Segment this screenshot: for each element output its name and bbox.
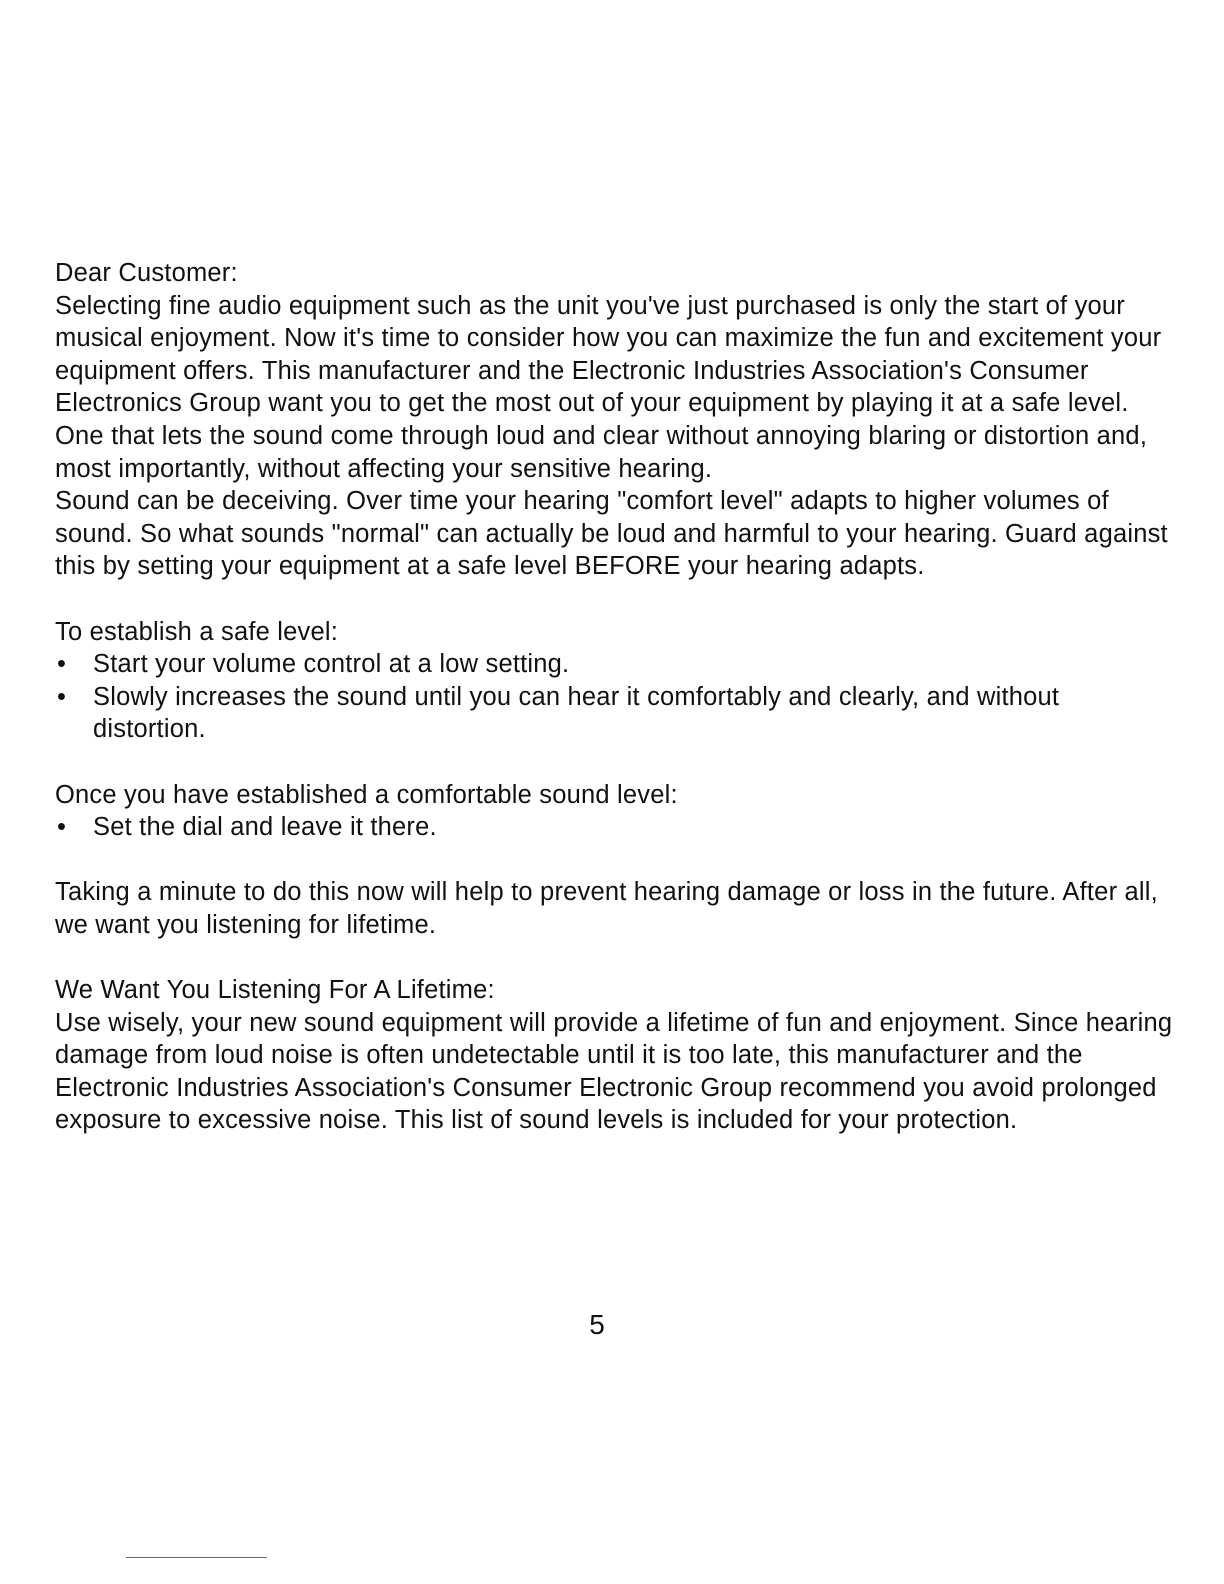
document-body [55, 257, 1175, 1137]
list-item [55, 681, 1175, 746]
deceiving-paragraph: Sound can be deceiving. Over time your hearing "comfort level" adapts to higher volumes of sound. So what sounds "normal" can actually be loud and harmful to your hearing. Guard against this by setting your equipment at a safe level BEFORE your hearing adapts. [55, 487, 1168, 581]
safe-level-heading: To establish a safe level: [55, 617, 339, 646]
comfortable-heading: Once you have established a comfortable sound level: [55, 780, 678, 809]
list-item-text: Set the dial and leave it there. [93, 813, 437, 842]
paragraph-gap [55, 941, 1175, 974]
paragraph-gap [55, 844, 1175, 877]
salutation: Dear Customer: [55, 259, 238, 287]
footer-rule [126, 1557, 267, 1558]
list-item [55, 811, 1175, 844]
list-item [55, 648, 1175, 681]
safe-level-list [55, 648, 1175, 746]
comfortable-list [55, 811, 1175, 844]
minute-paragraph: Taking a minute to do this now will help to prevent hearing damage or loss in the future. After all, we want you listening for lifetime. [55, 878, 1158, 939]
lifetime-heading: We Want You Listening For A Lifetime: [55, 976, 495, 1005]
list-item-text: Slowly increases the sound until you can hear it comfortably and clearly, and without distortion. [93, 682, 1060, 744]
paragraph-gap [55, 746, 1175, 779]
bullet-icon: • [57, 813, 67, 842]
page-number: 5 [589, 1309, 605, 1340]
intro-paragraph: Selecting fine audio equipment such as the unit you've just purchased is only the start of your musical enjoyment. Now it's time to consider how you can maximize the fun and excitement your equipment offers. This manufacturer and the Electronic Industries Association's Consumer Electronics Group want you to get the most out of your equipment by playing it at a safe level. One that lets the sound come through loud and clear without annoying blaring or distortion and, most importantly, without affecting your sensitive hearing. [55, 291, 1162, 483]
list-item-text: Start your volume control at a low setting. [93, 650, 570, 679]
lifetime-paragraph: Use wisely, your new sound equipment will provide a lifetime of fun and enjoyment. Since hearing damage from loud noise is often undetectable until it is too late, this manufacturer and the Electronic Industries Association's Consumer Electronic Group recommend you avoid prolonged exposure to excessive noise. This list of sound levels is included for your protection. [55, 1008, 1173, 1135]
paragraph-gap [55, 583, 1175, 616]
bullet-icon: • [57, 682, 67, 711]
bullet-icon: • [57, 650, 67, 679]
